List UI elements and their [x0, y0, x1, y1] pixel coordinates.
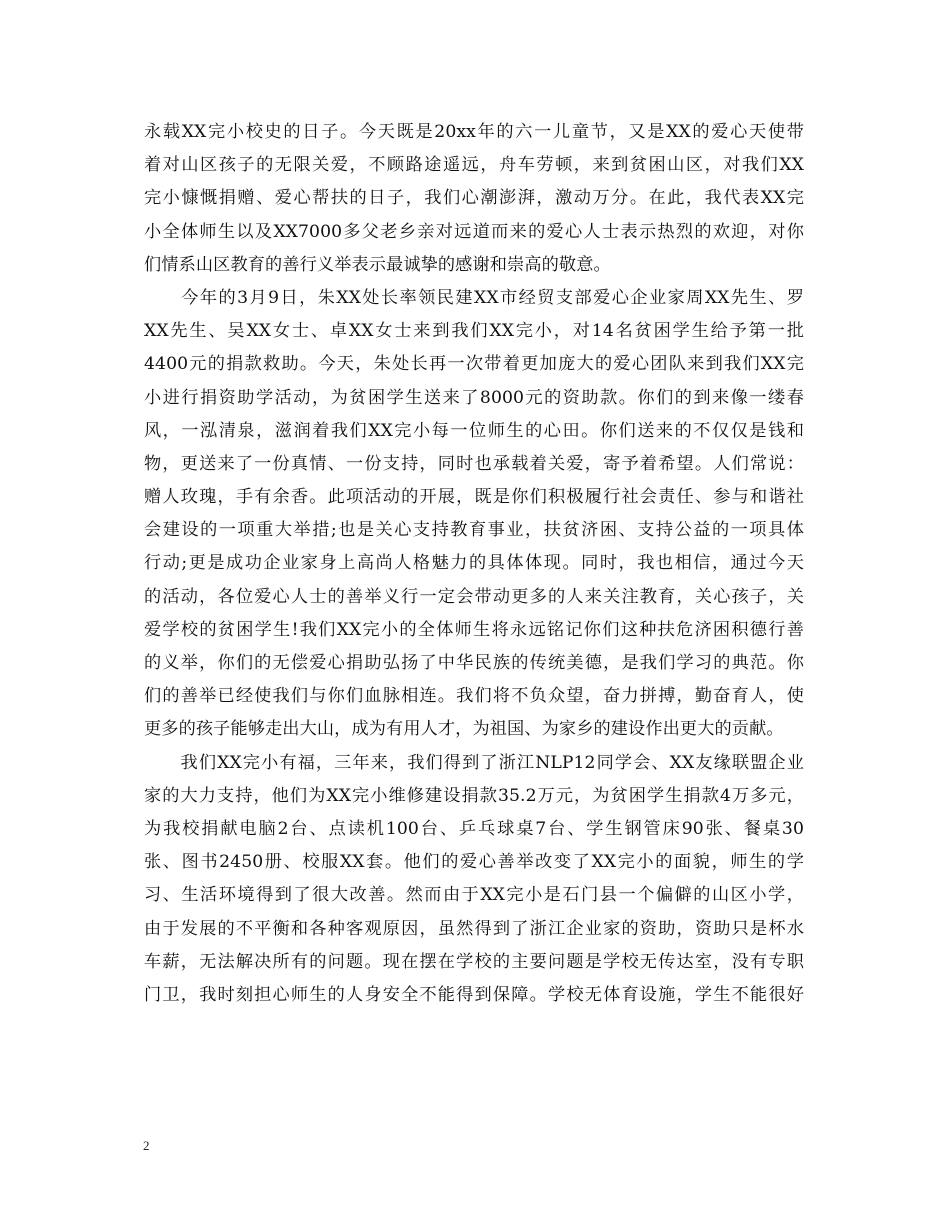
text-line: 今年的3月9日，朱XX处长率领民建XX市经贸支部爱心企业家周XX先生、罗 — [144, 287, 804, 308]
text-line: 行动;更是成功企业家身上高尚人格魅力的具体体现。同时，我也相信，通过今天 — [144, 553, 804, 574]
text-line: 完小慷慨捐赠、爱心帮扶的日子，我们心潮澎湃，激动万分。在此，我代表XX完 — [144, 188, 804, 209]
text-line: 物，更送来了一份真情、一份支持，同时也承载着关爱，寄予着希望。人们常说： — [144, 453, 804, 474]
page-number: 2 — [143, 1138, 150, 1153]
text-line: 更多的孩子能够走出大山，成为有用人才，为祖国、为家乡的建设作出更大的贡献。 — [144, 719, 784, 740]
text-line: 爱学校的贫困学生!我们XX完小的全体师生将永远铭记你们这种扶危济困积德行善 — [144, 619, 804, 640]
text-line: 家的大力支持，他们为XX完小维修建设捐款35.2万元，为贫困学生捐款4万多元， — [144, 785, 804, 806]
text-line: 永载XX完小校史的日子。今天既是20xx年的六一儿童节，又是XX的爱心天使带 — [144, 122, 804, 142]
text-line: 车薪，无法解决所有的问题。现在摆在学校的主要问题是学校无传达室，没有专职 — [144, 951, 804, 972]
text-line: XX先生、吴XX女士、卓XX女士来到我们XX完小，对14名贫困学生给予第一批 — [144, 321, 804, 342]
text-line: 我们XX完小有福，三年来，我们得到了浙江NLP12同学会、XX友缘联盟企业 — [144, 752, 804, 773]
text-line: 习、生活环境得到了很大改善。然而由于XX完小是石门县一个偏僻的山区小学， — [144, 885, 804, 906]
text-line: 风，一泓清泉，滋润着我们XX完小每一位师生的心田。你们送来的不仅仅是钱和 — [144, 420, 804, 441]
text-line: 为我校捐献电脑2台、点读机100台、乒乓球桌7台、学生钢管床90张、餐桌30 — [144, 818, 804, 839]
text-line: 的活动，各位爱心人士的善举义行一定会带动更多的人来关注教育，关心孩子，关 — [144, 586, 804, 607]
text-line: 会建设的一项重大举措;也是关心支持教育事业，扶贫济困、支持公益的一项具体 — [144, 520, 804, 541]
text-line: 4400元的捐款救助。今天，朱处长再一次带着更加庞大的爱心团队来到我们XX完 — [144, 354, 804, 375]
text-line: 赠人玫瑰，手有余香。此项活动的开展，既是你们积极履行社会责任、参与和谐社 — [144, 487, 804, 508]
text-line: 小进行捐资助学活动，为贫困学生送来了8000元的资助款。你们的到来像一缕春 — [144, 387, 804, 408]
text-line: 张、图书2450册、校服XX套。他们的爱心善举改变了XX完小的面貌，师生的学 — [144, 852, 804, 873]
text-line: 门卫，我时刻担心师生的人身安全不能得到保障。学校无体育设施，学生不能很好 — [144, 984, 804, 1005]
text-line: 小全体师生以及XX7000多父老乡亲对远道而来的爱心人士表示热烈的欢迎，对你 — [144, 221, 804, 242]
text-line: 的义举，你们的无偿爱心捐助弘扬了中华民族的传统美德，是我们学习的典范。你 — [144, 653, 804, 673]
text-line: 们情系山区教育的善行义举表示最诚挚的感谢和崇高的敬意。 — [144, 254, 611, 275]
document-body — [144, 116, 804, 1012]
text-line: 着对山区孩子的无限关爱，不顾路途遥远，舟车劳顿，来到贫困山区，对我们XX — [144, 155, 804, 176]
text-line: 由于发展的不平衡和各种客观原因，虽然得到了浙江企业家的资助，资助只是杯水 — [144, 918, 804, 939]
text-line: 们的善举已经使我们与你们血脉相连。我们将不负众望，奋力拼搏，勤奋育人，使 — [144, 686, 804, 707]
